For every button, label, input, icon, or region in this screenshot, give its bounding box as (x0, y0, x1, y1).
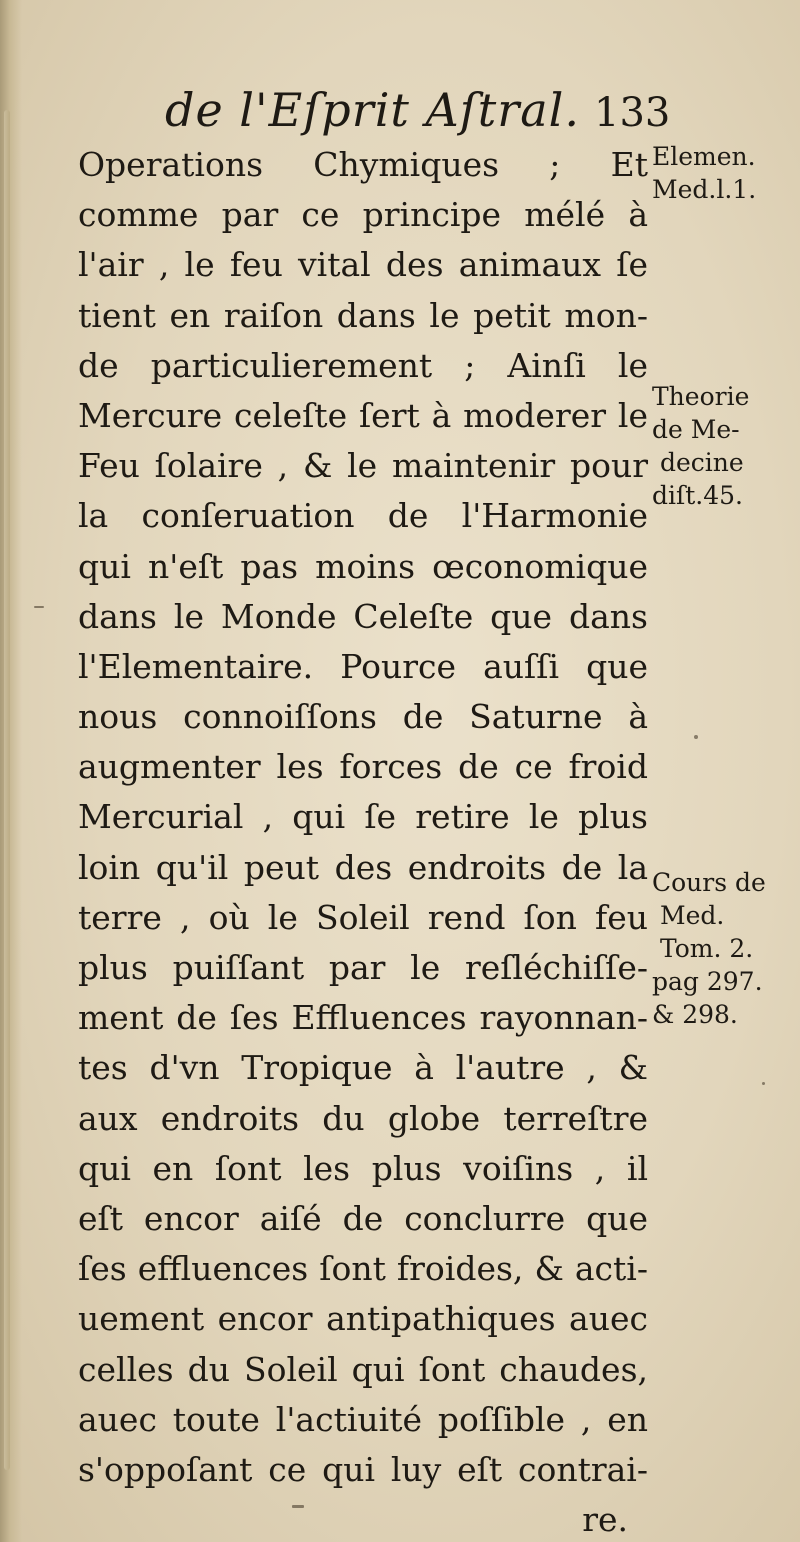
text-line: de particulierement ; Ainſi le (78, 345, 648, 385)
body-text (78, 140, 648, 1542)
text-line: auec toute l'actiuité poſſible , en (78, 1399, 648, 1439)
text-line: augmenter les forces de ce froid (78, 747, 648, 787)
binding-thread (4, 110, 10, 1470)
text-line: dans le Monde Celeſte que dans (78, 596, 648, 636)
ink-speck (762, 1082, 765, 1085)
text-line: loin qu'il peut des endroits de la (78, 847, 648, 887)
page-number: 133 (594, 90, 671, 136)
text-line: nous connoiſſons de Saturne à (78, 697, 648, 737)
text-line: qui n'eſt pas moins œconomique (78, 546, 648, 586)
margin-note-line: & 298. (652, 1000, 738, 1029)
text-line: ment de ſes Effluences rayonnan- (78, 998, 648, 1038)
margin-note-theorie (652, 380, 798, 512)
text-line: Operations Chymiques ; Et (78, 145, 648, 184)
margin-note-elemen (652, 140, 798, 206)
ink-speck (292, 1505, 304, 1508)
text-line: l'air , le feu vital des animaux ſe (78, 245, 648, 285)
text-line: ſes effluences ſont froides, & acti- (78, 1249, 648, 1289)
margin-note-line: Theorie (652, 382, 750, 411)
running-head-title: de l'Eſprit Aſtral. (165, 83, 580, 137)
text-line: plus puiſſant par le reſléchiſſe- (78, 948, 648, 987)
text-line: comme par ce principe mélé à (78, 195, 648, 235)
text-line: celles du Soleil qui ſont chaudes, (78, 1349, 648, 1389)
text-line: s'oppoſant ce qui luy eſt contrai- (78, 1449, 648, 1489)
text-line: eſt encor aiſé de conclurre que (78, 1198, 648, 1238)
margin-note-cours (652, 866, 798, 1031)
margin-note-line: Elemen. (652, 142, 756, 171)
margin-note-line: de Me- (652, 415, 740, 444)
text-line: la conſeruation de l'Harmonie (78, 496, 648, 536)
text-line: Mercure celeſte ſert à moderer le (78, 395, 648, 435)
text-line: Feu ſolaire , & le maintenir pour (78, 446, 648, 486)
margin-note-line: Cours de (652, 868, 766, 897)
text-line: terre , où le Soleil rend ſon feu (78, 897, 648, 937)
text-line: qui en ſont les plus voiſins , il (78, 1148, 648, 1188)
text-line: tes d'vn Tropique à l'autre , & (78, 1048, 648, 1088)
margin-note-line: pag 297. (652, 967, 763, 996)
running-head (165, 82, 671, 141)
text-line: l'Elementaire. Pource auſſi que (78, 646, 648, 686)
margin-note-line: Med. (660, 901, 725, 930)
text-line: Mercurial , qui ſe retire le plus (78, 797, 648, 837)
text-line: uement encor antipathiques auec (78, 1299, 648, 1339)
ink-speck (34, 606, 44, 608)
ink-speck (694, 735, 698, 739)
margin-note-line: diſt.45. (652, 481, 744, 510)
margin-note-line: decine (660, 448, 744, 477)
catchword: re. (582, 1500, 628, 1540)
margin-note-line: Tom. 2. (660, 934, 754, 963)
text-line: tient en raiſon dans le petit mon- (78, 295, 648, 335)
text-line: aux endroits du globe terreſtre (78, 1098, 648, 1138)
margin-note-line: Med.l.1. (652, 175, 757, 204)
